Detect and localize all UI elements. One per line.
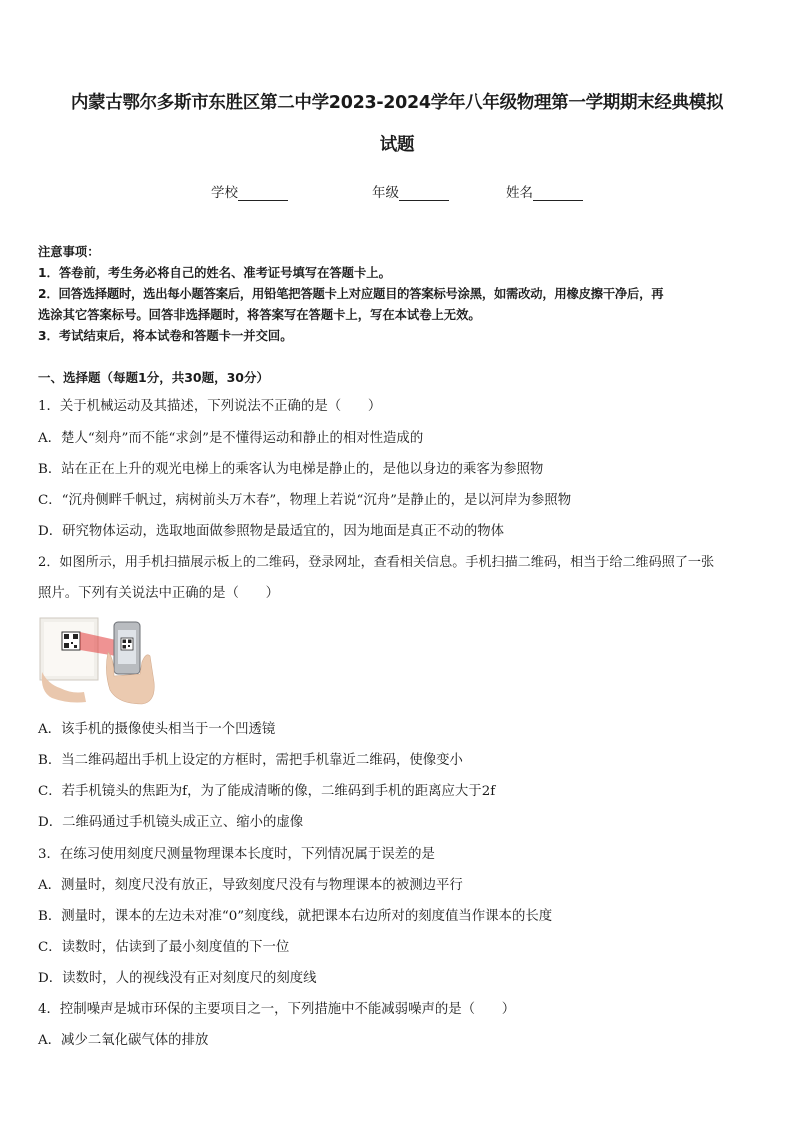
qr-scan-illustration — [38, 612, 160, 706]
grade-label: 年级 — [372, 185, 399, 201]
name-field — [506, 181, 583, 201]
q1-option-b: B．站在正在上升的观光电梯上的乘客认为电梯是静止的，是他以身边的乘客为参照物 — [38, 462, 544, 477]
notice-item-3: 3．考试结束后，将本试卷和答题卡一并交回。 — [38, 329, 293, 343]
notice-heading: 注意事项： — [38, 245, 100, 259]
school-blank — [238, 186, 288, 201]
name-label: 姓名 — [506, 185, 533, 201]
q1-stem: 1．关于机械运动及其描述，下列说法不正确的是（ ） — [38, 399, 382, 414]
q2-option-d: D．二维码通过手机镜头成正立、缩小的虚像 — [38, 815, 304, 830]
q3-option-a: A．测量时，刻度尺没有放正，导致刻度尺没有与物理课本的被测边平行 — [38, 878, 463, 893]
school-field — [211, 181, 288, 201]
q2-option-b: B．当二维码超出手机上设定的方框时，需把手机靠近二维码，使像变小 — [38, 753, 463, 768]
q1-option-c: C．“沉舟侧畔千帆过，病树前头万木春”，物理上若说“沉舟”是静止的，是以河岸为参照物 — [38, 493, 572, 508]
q2-stem-line2: 照片。下列有关说法中正确的是（ ） — [38, 586, 280, 601]
section-heading: 一、选择题（每题1分，共30题，30分） — [38, 370, 269, 385]
q3-option-c: C．读数时，估读到了最小刻度值的下一位 — [38, 940, 290, 955]
phone-qr-icon — [121, 638, 133, 650]
q3-option-d: D．读数时，人的视线没有正对刻度尺的刻度线 — [38, 971, 317, 986]
q1-option-d: D．研究物体运动，选取地面做参照物是最适宜的，因为地面是真正不动的物体 — [38, 524, 505, 539]
notice-block — [38, 242, 760, 347]
grade-blank — [399, 186, 449, 201]
exam-title-line2: 试题 — [379, 135, 415, 155]
q1-option-a: A．楚人“刻舟”而不能“求剑”是不懂得运动和静止的相对性造成的 — [38, 431, 424, 446]
exam-title-line1: 内蒙古鄂尔多斯市东胜区第二中学2023-2024学年八年级物理第一学期期末经典模拟 — [70, 93, 724, 113]
school-label: 学校 — [211, 185, 238, 201]
q4-stem: 4．控制噪声是城市环保的主要项目之一，下列措施中不能减弱噪声的是（ ） — [38, 1002, 516, 1017]
grade-field — [372, 181, 449, 201]
qr-code-icon — [62, 632, 80, 650]
q3-stem: 3．在练习使用刻度尺测量物理课本长度时，下列情况属于误差的是 — [38, 847, 435, 862]
notice-item-2b: 选涂其它答案标号。回答非选择题时，将答案写在答题卡上，写在本试卷上无效。 — [38, 308, 481, 322]
q3-option-b: B．测量时，课本的左边未对准“0”刻度线，就把课本右边所对的刻度值当作课本的长度 — [38, 909, 553, 924]
q2-option-a: A．该手机的摄像使头相当于一个凹透镜 — [38, 722, 276, 737]
notice-item-1: 1．答卷前，考生务必将自己的姓名、准考证号填写在答题卡上。 — [38, 266, 391, 280]
notice-item-2a: 2．回答选择题时，选出每小题答案后，用铅笔把答题卡上对应题目的答案标号涂黑，如需改动，用橡皮擦干净后，再 — [38, 287, 664, 301]
q2-stem-line1: 2．如图所示，用手机扫描展示板上的二维码，登录网址，查看相关信息。手机扫描二维码，相当于给二维码照了一张 — [38, 555, 715, 570]
q2-option-c: C．若手机镜头的焦距为f，为了能成清晰的像，二维码到手机的距离应大于2f — [38, 784, 496, 799]
name-blank — [533, 186, 583, 201]
q4-option-a: A．减少二氧化碳气体的排放 — [38, 1033, 209, 1048]
